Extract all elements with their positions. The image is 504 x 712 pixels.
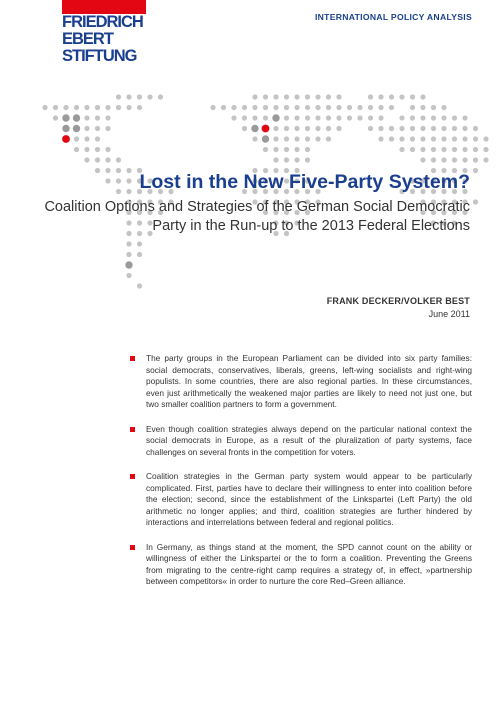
map-dot [284,115,289,120]
map-dot [53,115,58,120]
map-dot [462,147,467,152]
map-dot [473,136,478,141]
map-dot [137,252,142,257]
map-dot [441,147,446,152]
publication-date: June 2011 [428,309,470,319]
map-dot [368,115,373,120]
map-dot [420,94,425,99]
map-dot [410,147,415,152]
map-dot [273,126,278,131]
map-dot [272,114,279,121]
map-dot [105,126,110,131]
map-dot [294,115,299,120]
map-dot [347,115,352,120]
map-dot [84,136,89,141]
map-dot [105,147,110,152]
map-dot [420,157,425,162]
map-dot [74,147,79,152]
map-dot [294,94,299,99]
map-dot [326,115,331,120]
map-dot [126,252,131,257]
map-dot [420,105,425,110]
map-dot [95,168,100,173]
page-subtitle: Coalition Options and Strategies of the German Social Democratic Party in the Run-up to the 2013 Federal Elections [44,199,470,234]
summary-text: In Germany, as things stand at the moment, the SPD cannot count on the ability or willingness of either the Linkspartei or the to form a coalition. Preventing the Greens from migrating to the centre-right camp requires a strategy of, in effect, »partnership between competitors« in order to nurture the core Red–Green alliance. [146,541,472,586]
map-dot [137,105,142,110]
map-dot [105,115,110,120]
map-dot [410,115,415,120]
map-dot [221,105,226,110]
map-dot [389,126,394,131]
map-dot [410,136,415,141]
map-dot [95,157,100,162]
map-dot [242,126,247,131]
map-dot [452,136,457,141]
authors: FRANK DECKER/VOLKER BEST [326,296,470,306]
map-dot [73,125,80,132]
map-dot [336,126,341,131]
map-dot [125,261,132,268]
map-dot [473,147,478,152]
map-dot [305,136,310,141]
map-dot [431,105,436,110]
map-dot [95,105,100,110]
logo-line-3: STIFTUNG [62,47,137,65]
map-dot [263,147,268,152]
map-dot [399,94,404,99]
map-dot [473,199,478,204]
map-dot [73,114,80,121]
map-dot [126,105,131,110]
map-dot [126,241,131,246]
map-dot [389,136,394,141]
summary-item [130,353,472,411]
map-dot [399,147,404,152]
map-dot [315,136,320,141]
map-dot [399,115,404,120]
map-dot [273,136,278,141]
map-dot [357,105,362,110]
map-dot [116,178,121,183]
map-dot [284,126,289,131]
map-dot [95,147,100,152]
map-dot [452,115,457,120]
map-dot [62,135,70,143]
map-dot [357,115,362,120]
map-dot [126,168,131,173]
map-dot [336,94,341,99]
map-dot [473,157,478,162]
map-dot [462,136,467,141]
logo-line-2: EBERT [62,30,113,48]
map-dot [315,126,320,131]
map-dot [284,136,289,141]
map-dot [84,147,89,152]
map-dot [420,115,425,120]
map-dot [326,136,331,141]
map-dot [441,105,446,110]
map-dot [126,273,131,278]
map-dot [420,136,425,141]
red-square-bullet-icon [130,545,135,550]
map-dot [252,115,257,120]
map-dot [273,157,278,162]
map-dot [462,157,467,162]
fes-logo [62,14,152,65]
red-square-bullet-icon [130,427,135,432]
red-square-bullet-icon [130,474,135,479]
map-dot [462,115,467,120]
map-dot [420,147,425,152]
map-dot [242,105,247,110]
map-dot [305,126,310,131]
summary-list [130,353,472,601]
map-dot [105,105,110,110]
map-dot [305,105,310,110]
map-dot [284,147,289,152]
map-dot [263,115,268,120]
map-dot [74,136,79,141]
map-dot [242,115,247,120]
map-dot [137,241,142,246]
map-dot [158,94,163,99]
map-dot [305,157,310,162]
map-dot [378,105,383,110]
map-dot [473,168,478,173]
logo-accent-bar [62,0,146,14]
map-dot [116,168,121,173]
map-dot [473,126,478,131]
summary-text: The party groups in the European Parliament can be divided into six party families: social democrats, conservatives, liberals, greens, left-wing socialists and right-wing populists. In some countries, there are also regional parties. In these circumstances, even just arithmetically the weakened major parties are likely to need not just one, but two smaller coalition partners to form a government. [146,353,472,409]
map-dot [116,157,121,162]
map-dot [368,126,373,131]
map-dot [84,115,89,120]
map-dot [210,105,215,110]
summary-text: Coalition strategies in the German party system would appear to be particularly complicated. First, parties have to declare their willingness to enter into coalition before the election; second, since the establishment of the Linkspartei (Left Party) the old arithmetic no longer applies; and third, coalition strategies are further hindered by interactions and interrelations between federal and regional politics. [146,471,472,527]
map-dot [452,126,457,131]
map-dot [95,126,100,131]
map-dot [431,157,436,162]
map-dot [284,157,289,162]
map-dot [368,105,373,110]
map-dot [126,189,131,194]
red-square-bullet-icon [130,356,135,361]
map-dot [305,147,310,152]
map-dot [252,105,257,110]
map-dot [84,157,89,162]
map-dot [263,105,268,110]
map-dot [347,105,352,110]
map-dot [147,94,152,99]
map-dot [263,94,268,99]
map-dot [315,105,320,110]
map-dot [378,136,383,141]
map-dot [116,94,121,99]
map-dot [42,105,47,110]
map-dot [262,135,269,142]
map-dot [105,157,110,162]
map-dot [84,105,89,110]
map-dot [483,147,488,152]
map-dot [315,94,320,99]
series-label: INTERNATIONAL POLICY ANALYSIS [314,12,472,22]
map-dot [399,126,404,131]
map-dot [431,147,436,152]
map-dot [231,115,236,120]
map-dot [399,136,404,141]
map-dot [63,105,68,110]
map-dot [137,94,142,99]
map-dot [441,157,446,162]
logo-line-1: FRIEDRICH [62,13,143,31]
map-dot [126,178,131,183]
map-dot [53,105,58,110]
map-dot [273,94,278,99]
map-dot [294,147,299,152]
map-dot [378,126,383,131]
map-dot [294,126,299,131]
map-dot [389,105,394,110]
summary-text: Even though coalition strategies always depend on the particular national context the social democrats in Europe, as a result of the pluralization of party systems, face challenges on several fronts in the competition for voters. [146,423,472,457]
map-dot [326,126,331,131]
map-dot [326,94,331,99]
map-dot [431,136,436,141]
map-dot [441,126,446,131]
map-dot [62,125,69,132]
map-dot [126,94,131,99]
map-dot [294,157,299,162]
summary-item [130,471,472,529]
map-dot [378,94,383,99]
map-dot [95,115,100,120]
map-dot [441,136,446,141]
map-dot [420,126,425,131]
map-dot [273,105,278,110]
map-dot [431,126,436,131]
map-dot [105,168,110,173]
map-dot [231,105,236,110]
map-dot [305,115,310,120]
map-dot [105,178,110,183]
map-dot [116,105,121,110]
map-dot [441,115,446,120]
map-dot [483,157,488,162]
map-dot [116,189,121,194]
map-dot [336,115,341,120]
map-dot [389,94,394,99]
map-dot [410,94,415,99]
map-dot [452,157,457,162]
map-dot [252,94,257,99]
map-dot [284,94,289,99]
map-dot [252,136,257,141]
map-dot [452,147,457,152]
map-dot [294,105,299,110]
map-dot [410,126,415,131]
map-dot [294,136,299,141]
map-dot [273,147,278,152]
map-dot [431,115,436,120]
map-dot [95,136,100,141]
map-dot [74,105,79,110]
map-dot [305,94,310,99]
map-dot [84,126,89,131]
map-dot [368,94,373,99]
map-dot [410,105,415,110]
map-dot [378,115,383,120]
map-dot [62,114,69,121]
map-dot [315,115,320,120]
summary-item [130,424,472,459]
map-dot [251,125,258,132]
map-dot [462,126,467,131]
summary-item [130,542,472,588]
map-dot [326,105,331,110]
map-dot [336,105,341,110]
page-title: Lost in the New Five-Party System? [139,171,470,193]
map-dot [137,283,142,288]
map-dot [483,136,488,141]
map-dot [284,105,289,110]
map-dot [262,125,270,133]
